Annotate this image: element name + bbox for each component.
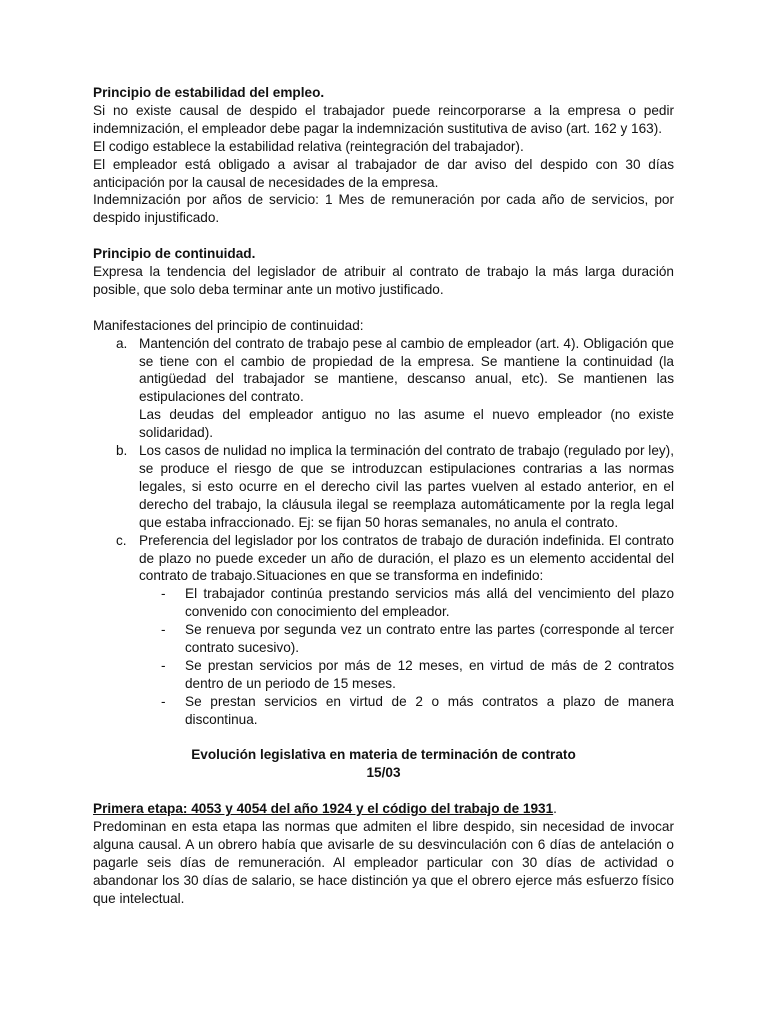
spacer bbox=[93, 299, 674, 317]
list-item-text: Los casos de nulidad no implica la terminación del contrato de trabajo (regulado por ley), se produce el riesgo de que se introduzcan estipulaciones contrarias a las normas legales, si esto ocurre en el derecho civil las partes vuelven al estado anterior, en el derecho del trabajo, la cláusula ilegal se reemplaza automáticamente por la regla legal que estaba infraccionado. Ej: se fijan 50 horas semanales, no anula el contrato. bbox=[139, 443, 674, 530]
list-item-text: Mantención del contrato de trabajo pese al cambio de empleador (art. 4). Obligación que se tiene con el cambio de propiedad de la empresa. Se mantiene la continuidad (la antigüedad del trabajador se mantiene, descanso anual, etc). Se mantienen las estipulaciones del contrato. bbox=[139, 335, 674, 405]
list-intro: Manifestaciones del principio de continuidad: bbox=[93, 317, 364, 333]
list-marker: b. bbox=[116, 443, 128, 459]
section-title-continuidad: Principio de continuidad. bbox=[93, 246, 256, 262]
etapa-title: Primera etapa: 4053 y 4054 del año 1924 y el código del trabajo de 1931 bbox=[93, 801, 554, 817]
paragraph: Si no existe causal de despido el trabajador puede reincorporarse a la empresa o pedir indemnización, el empleador debe pagar la indemnización sustitutiva de aviso (art. 162 y 163). bbox=[93, 102, 674, 136]
list-item bbox=[93, 532, 674, 729]
sub-list-item-text: Se renueva por segunda vez un contrato entre las partes (corresponde al tercer contrato sucesivo). bbox=[185, 622, 674, 656]
list-item-extra: Las deudas del empleador antiguo no las asume el nuevo empleador (no existe solidaridad). bbox=[139, 407, 674, 441]
sub-list bbox=[139, 585, 674, 728]
sub-list-item-text: Se prestan servicios por más de 12 meses, en virtud de más de 2 contratos dentro de un periodo de 15 meses. bbox=[185, 657, 674, 691]
sub-list-item bbox=[139, 621, 674, 657]
document-page bbox=[93, 84, 674, 908]
dash-bullet: - bbox=[161, 622, 166, 638]
paragraph: Indemnización por años de servicio: 1 Mes de remuneración por cada año de servicios, por despido injustificado. bbox=[93, 192, 674, 226]
paragraph: Expresa la tendencia del legislador de atribuir al contrato de trabajo la más larga duración posible, que solo deba terminar ante un motivo justificado. bbox=[93, 264, 674, 297]
dash-bullet: - bbox=[161, 693, 166, 709]
paragraph: El codigo establece la estabilidad relativa (reintegración del trabajador). bbox=[93, 138, 524, 154]
list-item-text: Preferencia del legislador por los contratos de trabajo de duración indefinida. El contrato de plazo no puede exceder un año de duración, el plazo es un elemento accidental del contrato de trabajo.Situaciones en que se transforma en indefinido: bbox=[139, 532, 674, 584]
sub-list-item bbox=[139, 693, 674, 729]
etapa-title-line bbox=[93, 800, 674, 818]
spacer bbox=[93, 782, 674, 800]
list-item bbox=[93, 442, 674, 532]
spacer bbox=[93, 227, 674, 245]
list-marker: c. bbox=[116, 532, 127, 548]
paragraph: El empleador está obligado a avisar al trabajador de dar aviso del despido con 30 días anticipación por la causal de necesidades de la empresa. bbox=[93, 156, 674, 190]
dash-bullet: - bbox=[161, 657, 166, 673]
sub-list-item-text: Se prestan servicios en virtud de 2 o más contratos a plazo de manera discontinua. bbox=[185, 693, 674, 727]
spacer bbox=[93, 729, 674, 747]
paragraph: Predominan en esta etapa las normas que admiten el libre despido, sin necesidad de invocar alguna causal. A un obrero había que avisarle de su desvinculación con 6 días de antelación o pagarle seis días de remuneración. Al empleador particular con 30 días de actividad o abandonar los 30 días de salario, se hace distinción ya que el obrero ejerce más esfuerzo físico que intelectual. bbox=[93, 819, 674, 906]
dash-bullet: - bbox=[161, 586, 166, 602]
etapa-title-period: . bbox=[553, 801, 557, 817]
list-item bbox=[93, 335, 674, 442]
section-title-estabilidad: Principio de estabilidad del empleo. bbox=[93, 85, 325, 100]
list-marker: a. bbox=[116, 335, 128, 351]
sub-list-item-text: El trabajador continúa prestando servicios más allá del vencimiento del plazo convenido con conocimiento del empleador. bbox=[185, 586, 674, 620]
manifestaciones-list bbox=[93, 335, 674, 729]
sub-list-item bbox=[139, 657, 674, 693]
heading-date: 15/03 bbox=[366, 765, 401, 781]
heading-evolucion: Evolución legislativa en materia de terminación de contrato bbox=[191, 747, 576, 763]
sub-list-item bbox=[139, 585, 674, 621]
